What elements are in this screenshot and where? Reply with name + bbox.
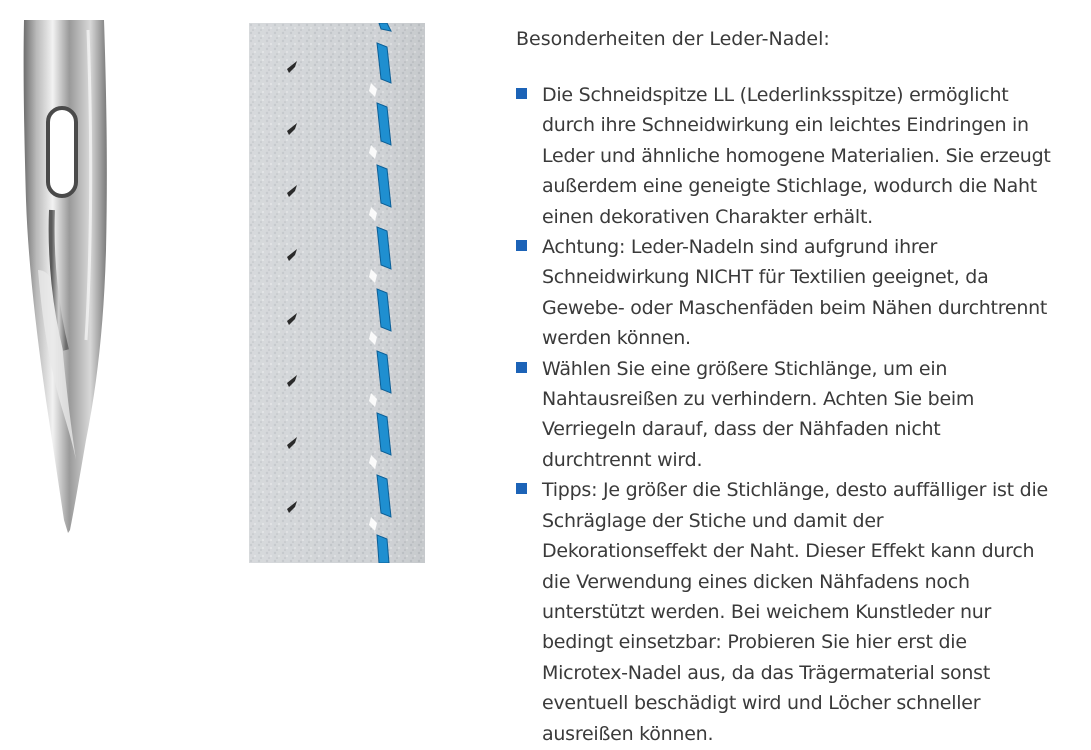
list-item — [516, 80, 1054, 232]
list-item-text: Achtung: Leder-Nadeln sind aufgrund ihrer Schneidwirkung NICHT für Textilien geeignet, da Gewebe- oder Maschenfäden beim Nähen durchtrennt werden können. — [542, 236, 1048, 350]
list-item — [516, 475, 1054, 749]
square-bullet-icon — [516, 362, 527, 373]
list-item — [516, 354, 1054, 476]
description-panel — [516, 24, 1076, 749]
list-item — [516, 232, 1054, 354]
list-item-text: Die Schneidspitze LL (Lederlinksspitze) ermöglicht durch ihre Schneidwirkung ein leichtes Eindringen in Leder und ähnliche homogene Materialien. Sie erzeugt außerdem eine geneigte Stichlage, wodurch die Naht einen dekorativen Charakter erhält. — [542, 84, 1051, 228]
leather-needle-icon — [18, 20, 118, 535]
square-bullet-icon — [516, 240, 527, 251]
list-item-text: Tipps: Je größer die Stichlänge, desto auffälliger ist die Schräglage der Stiche und damit der Dekorationseffekt der Naht. Dieser Effekt kann durch die Verwendung eines dicken Nähfadens noch unterstützt werden. Bei weichem Kunstleder nur bedingt einsetzbar: Probieren Sie hier erst die Microtex-Nadel aus, da das Trägermaterial sonst eventuell beschädigt wird und Löcher schneller ausreißen können. — [542, 479, 1048, 745]
list-item-text: Wählen Sie eine größere Stichlänge, um ein Nahtausreißen zu verhindern. Achten Sie beim Verriegeln darauf, dass der Nähfaden nicht durchtrennt wird. — [542, 357, 975, 471]
section-heading: Besonderheiten der Leder-Nadel: — [516, 28, 830, 50]
square-bullet-icon — [516, 88, 527, 99]
square-bullet-icon — [516, 483, 527, 494]
feature-list — [516, 80, 1076, 749]
leather-stitch-sample — [249, 23, 425, 563]
